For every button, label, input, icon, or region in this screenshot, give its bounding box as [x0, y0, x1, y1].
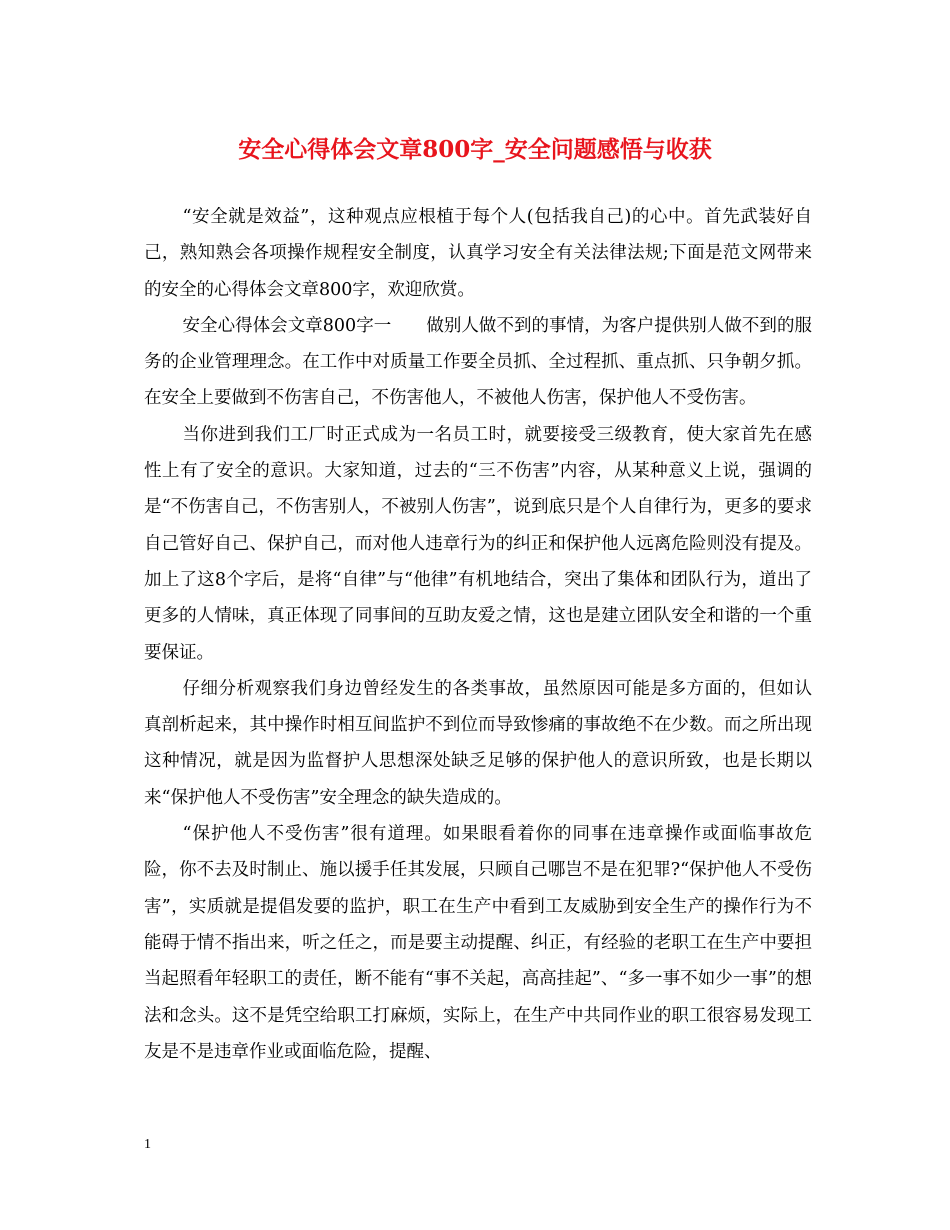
paragraph-accident-analysis: 仔细分析观察我们身边曾经发生的各类事故，虽然原因可能是多方面的，但如认真剖析起来，其中操作时相互间监护不到位而导致惨痛的事故绝不在少数。而之所出现这种情况，就是因为监督护人思想深处缺乏足够的保护他人的意识所致，也是长期以来“保护他人不受伤害”安全理念的缺失造成的。 [144, 678, 812, 808]
document-title: 安全心得体会文章800字_安全问题感悟与收获 [238, 136, 712, 163]
page-number: 1 [144, 1137, 151, 1152]
paragraph-three-no-harm: 当你进到我们工厂时正式成为一名员工时，就要接受三级教育，使大家首先在感性上有了安全的意识。大家知道，过去的“三不伤害”内容，从某种意义上说，强调的是“不伤害自己，不伤害别人，不被别人伤害”，说到底只是个人自律行为，更多的要求自己管好自己、保护自己，而对他人违章行为的纠正和保护他人远离危险则没有提及。加上了这8个字后，是将“自律”与“他律”有机地结合，突出了集体和团队行为，道出了更多的人情味，真正体现了同事间的互助友爱之情，这也是建立团队安全和谐的一个重要保证。 [144, 424, 812, 663]
paragraph-intro: “安全就是效益”，这种观点应根植于每个人(包括我自己)的心中。首先武装好自己，熟知熟会各项操作规程安全制度，认真学习安全有关法律法规;下面是范文网带来的安全的心得体会文章800字，欢迎欣赏。 [144, 207, 812, 300]
paragraph-article-one: 安全心得体会文章800字一 做别人做不到的事情，为客户提供别人做不到的服务的企业管理理念。在工作中对质量工作要全员抓、全过程抓、重点抓、只争朝夕抓。在安全上要做到不伤害自己，不伤害他人，不被他人伤害，保护他人不受伤害。 [144, 315, 812, 409]
paragraph-protect-others: “保护他人不受伤害”很有道理。如果眼看着你的同事在违章操作或面临事故危险，你不去及时制止、施以援手任其发展，只顾自己哪岂不是在犯罪?“保护他人不受伤害”，实质就是提倡发要的监护，职工在生产中看到工友威胁到安全生产的操作行为不能碍于情不指出来，听之任之，而是要主动提醒、纠正，有经验的老职工在生产中要担当起照看年轻职工的责任，断不能有“事不关起，高高挂起”、“多一事不如少一事”的想法和念头。这不是凭空给职工打麻烦，实际上，在生产中共同作业的职工很容易发现工友是不是违章作业或面临危险，提醒、 [144, 824, 812, 1062]
document-body [144, 199, 812, 1070]
